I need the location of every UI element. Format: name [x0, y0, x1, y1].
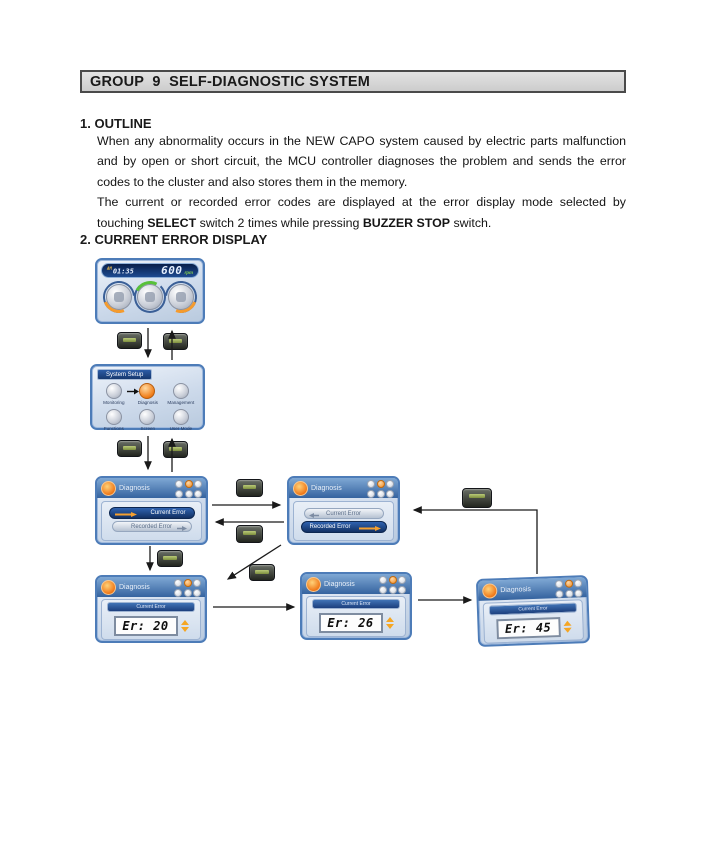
- select-key-icon: [249, 564, 275, 581]
- status-dots: [175, 480, 202, 498]
- group-title-box: [80, 70, 626, 93]
- arrow-right-icon: [127, 388, 139, 395]
- menu-item-screen: Screen: [131, 409, 165, 432]
- error-code-display: Er: 26: [319, 613, 383, 633]
- esc-key-icon: [462, 488, 492, 508]
- rpm-display: 600 rpm: [161, 264, 193, 277]
- diagnosis-screen-current-selected: [95, 476, 208, 545]
- current-error-bar: Current Error: [312, 599, 400, 609]
- system-setup-menu: [92, 383, 203, 432]
- orange-arrow-icon: [115, 512, 137, 517]
- esc-key-icon: [163, 333, 188, 350]
- fuel-gauge-icon: [135, 282, 165, 312]
- diagnosis-sun-icon: [101, 481, 116, 496]
- system-setup-screen: [90, 364, 205, 430]
- error-screen-er20: [95, 575, 207, 643]
- monitoring-icon: [106, 383, 122, 399]
- current-error-bar: Current Error: [107, 602, 195, 612]
- error-screen-er45: [476, 575, 590, 647]
- left-gauge-icon: [104, 282, 134, 312]
- user-mode-icon: [173, 409, 189, 425]
- functions-icon: [106, 409, 122, 425]
- select-key-icon: [157, 550, 183, 567]
- menu-item-functions: Functions: [97, 409, 131, 432]
- gray-arrow-icon: [309, 513, 319, 518]
- meridiem-label: AM: [107, 265, 112, 271]
- menu-item-monitoring: Monitoring: [97, 383, 131, 406]
- outline-body: [97, 131, 626, 233]
- group-title: GROUP 9 SELF-DIAGNOSTIC SYSTEM: [90, 73, 371, 90]
- menu-item-user-mode: User Mode: [164, 409, 198, 432]
- error-code-display: Er: 20: [114, 616, 178, 636]
- diagnosis-sun-icon: [293, 481, 308, 496]
- outline-paragraph-2: The current or recorded error codes are displayed at the error display mode selected by touching SELECT switch 2 times while pressing BUZZER STOP switch.: [97, 195, 626, 230]
- screen-icon: [139, 409, 155, 425]
- current-error-button: Current Error: [304, 508, 384, 519]
- cluster-main-screen: [95, 258, 205, 324]
- select-key-icon: [117, 440, 142, 457]
- recorded-error-button: Recorded Error: [301, 521, 387, 533]
- diagnosis-screen-recorded-selected: [287, 476, 400, 545]
- error-body: [306, 596, 406, 637]
- status-dots: [379, 576, 406, 594]
- diagnosis-body: [293, 501, 394, 541]
- diagnosis-header: Diagnosis: [97, 577, 205, 597]
- up-down-key-icon: [236, 525, 263, 543]
- esc-key-icon: [163, 441, 188, 458]
- cluster-status-bar: [101, 263, 199, 278]
- gauge-row: [97, 278, 203, 312]
- management-icon: [173, 383, 189, 399]
- up-down-key-icon: [236, 479, 263, 497]
- diagnosis-sun-icon: [306, 577, 321, 592]
- diagnosis-body: [101, 501, 202, 541]
- select-switch-label: SELECT: [147, 215, 197, 230]
- diagnosis-header: Diagnosis: [97, 478, 206, 498]
- outline-paragraph-1: When any abnormality occurs in the NEW CAPO system caused by electric parts malfunction and by open or short circuit, the MCU controller diagnoses the problem and sends the error codes to the cluster and also stores them in the memory.: [97, 134, 626, 189]
- buzzer-stop-switch-label: BUZZER STOP: [362, 215, 451, 230]
- error-code-display: Er: 45: [496, 617, 561, 639]
- diagnosis-header: Diagnosis: [289, 478, 398, 498]
- time-display: $^{AM}$01:35: [107, 265, 134, 276]
- status-dots: [555, 579, 583, 597]
- outline-heading: 1. OUTLINE: [80, 116, 152, 131]
- error-body: [483, 599, 584, 643]
- orange-arrow-icon: [359, 526, 381, 531]
- up-down-spinner-icon: [563, 621, 571, 633]
- gray-arrow-icon: [177, 526, 187, 531]
- menu-item-management: Management: [164, 383, 198, 406]
- diagnosis-sun-icon: [101, 580, 116, 595]
- up-down-spinner-icon: [181, 620, 189, 632]
- diagnosis-icon: [139, 383, 155, 399]
- error-screen-er26: [300, 572, 412, 640]
- current-error-heading: 2. CURRENT ERROR DISPLAY: [80, 232, 268, 247]
- status-dots: [174, 579, 201, 597]
- menu-item-diagnosis: Diagnosis: [131, 383, 165, 406]
- right-gauge-icon: [166, 282, 196, 312]
- status-dots: [367, 480, 394, 498]
- current-error-button: Current Error: [109, 507, 195, 519]
- diagnosis-header: Diagnosis: [478, 577, 587, 601]
- system-setup-title: System Setup: [97, 369, 152, 380]
- current-error-bar: Current Error: [489, 602, 577, 615]
- select-key-icon: [117, 332, 142, 349]
- up-down-spinner-icon: [386, 617, 394, 629]
- diagnosis-sun-icon: [482, 583, 498, 599]
- recorded-error-button: Recorded Error: [112, 521, 192, 532]
- error-body: [101, 599, 201, 640]
- diagnosis-header: Diagnosis: [302, 574, 410, 594]
